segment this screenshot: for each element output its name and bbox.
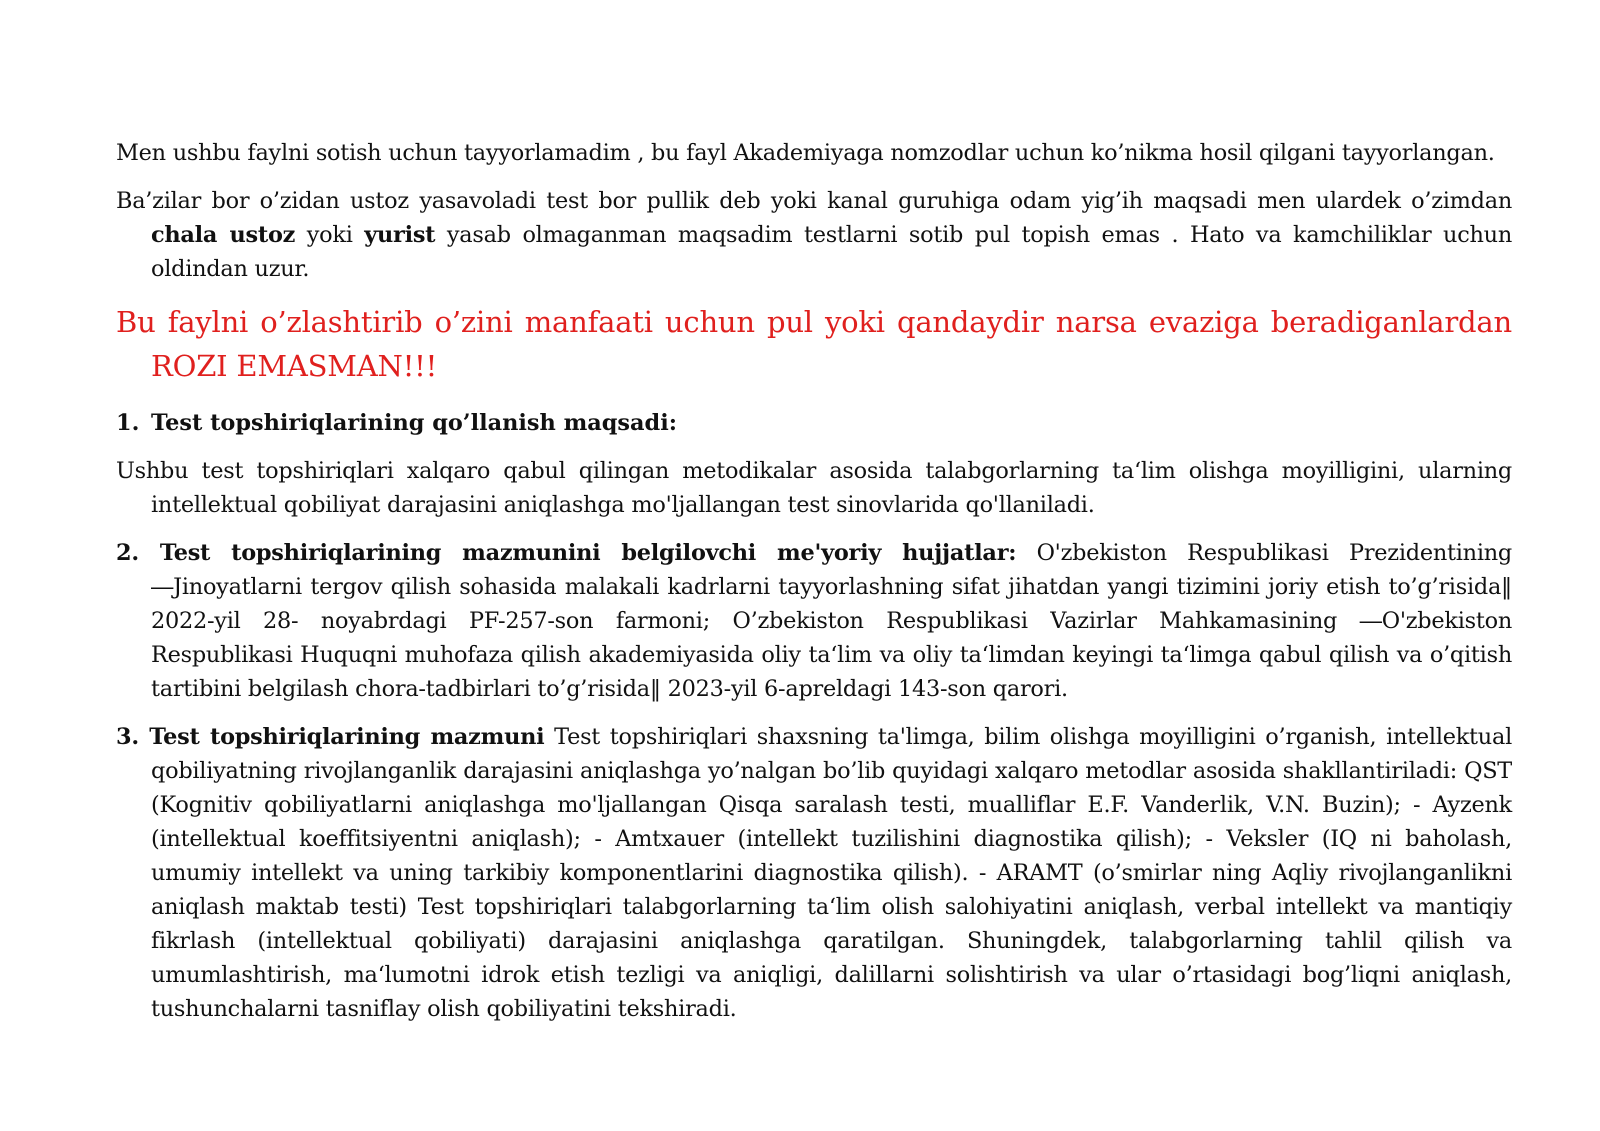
section-2-paragraph — [116, 536, 1512, 706]
intro-bold-chala-ustoz: chala ustoz — [151, 222, 296, 248]
intro-paragraph-1 — [116, 136, 1512, 170]
section-1-body — [116, 454, 1512, 522]
section-1-text: Ushbu test topshiriqlari xalqaro qabul qilingan metodikalar asosida talabgorlarning ta‘lim olishga moyilligini, ularning intellektual qobiliyat darajasini aniqlashga mo'ljallangan test sinovlarida qo'llaniladi. — [116, 458, 1512, 518]
intro-text-1: Men ushbu faylni sotish uchun tayyorlamadim , bu fayl Akademiyaga nomzodlar uchun ko’nikma hosil qilgani tayyorlangan. — [116, 140, 1495, 166]
warning-notice — [116, 300, 1512, 388]
section-3-text: Test topshiriqlari shaxsning ta'limga, bilim olishga moyilligini o’rganish, intellektual qobiliyatning rivojlanganlik darajasini aniqlashga yo’nalgan bo’lib quyidagi xalqaro metodlar asosida shakllantiriladi: QST (Kognitiv qobiliyatlarni aniqlashga mo'ljallangan Qisqa saralash testi, mualliflar E.F. Vanderlik, V.N. Buzin); - Ayzenk (intellektual koeffitsiyentni aniqlash); - Amtxauer (intellekt tuzilishini diagnostika qilish); - Veksler (IQ ni baholash, umumiy intellekt va uning tarkibiy komponentlarini diagnostika qilish). - ARAMT (o’smirlar ning Aqliy rivojlanganlikni aniqlash maktab testi) Test topshiriqlari talabgorlarning ta‘lim olish salohiyatini aniqlash, verbal intellekt va mantiqiy fikrlash (intellektual qobiliyati) darajasini aniqlashga qaratilgan. Shuningdek, talabgorlarning tahlil qilish va umumlashtirish, ma‘lumotni idrok etish tezligi va aniqligi, dalillarni solishtirish va ular o’rtasidagi bog’liqni aniqlash, tushunchalarni tasniflay olish qobiliyatini tekshiradi. — [151, 724, 1512, 1022]
section-3-paragraph — [116, 720, 1512, 1026]
intro-text-2c: yasab olmaganman maqsadim testlarni sotib pul topish emas . Hato va kamchiliklar uchun oldindan uzur. — [151, 222, 1513, 282]
section-2-text: O'zbekiston Respublikasi Prezidentining ―Jinoyatlarni tergov qilish sohasida malakali kadrlarni tayyorlashning sifat jihatdan yangi tizimini joriy etish to’g’risida‖ 2022-yil 28- noyabrdagi PF-257-son farmoni; O’zbekiston Respublikasi Vazirlar Mahkamasining ―O'zbekiston Respublikasi Huquqni muhofaza qilish akademiyasida oliy ta‘lim va oliy ta‘limdan keyingi ta‘limga qabul qilish va o’qitish tartibini belgilash chora-tadbirlari to’g’risida‖ 2023-yil 6-apreldagi 143-son qarori. — [151, 540, 1512, 702]
section-1-number: 1. — [116, 410, 140, 436]
document-page — [116, 136, 1512, 1026]
intro-paragraph-2 — [116, 184, 1512, 286]
section-1-heading — [116, 406, 1512, 440]
warning-text: Bu faylni o’zlashtirib o’zini manfaati uchun pul yoki qandaydir narsa evaziga beradiganlardan ROZI EMASMAN!!! — [116, 305, 1512, 383]
intro-text-2b: yoki — [295, 222, 365, 248]
section-3-heading: 3. Test topshiriqlarining mazmuni — [116, 724, 545, 750]
intro-bold-yurist: yurist — [364, 222, 436, 248]
section-2-heading: 2. Test topshiriqlarining mazmunini belgilovchi me'yoriy hujjatlar: — [116, 540, 1017, 566]
intro-text-2a: Ba’zilar bor o’zidan ustoz yasavoladi test bor pullik deb yoki kanal guruhiga odam yig’ih maqsadi men ulardek o’zimdan — [116, 188, 1512, 214]
section-1-title: Test topshiriqlarining qo’llanish maqsadi: — [151, 410, 677, 436]
